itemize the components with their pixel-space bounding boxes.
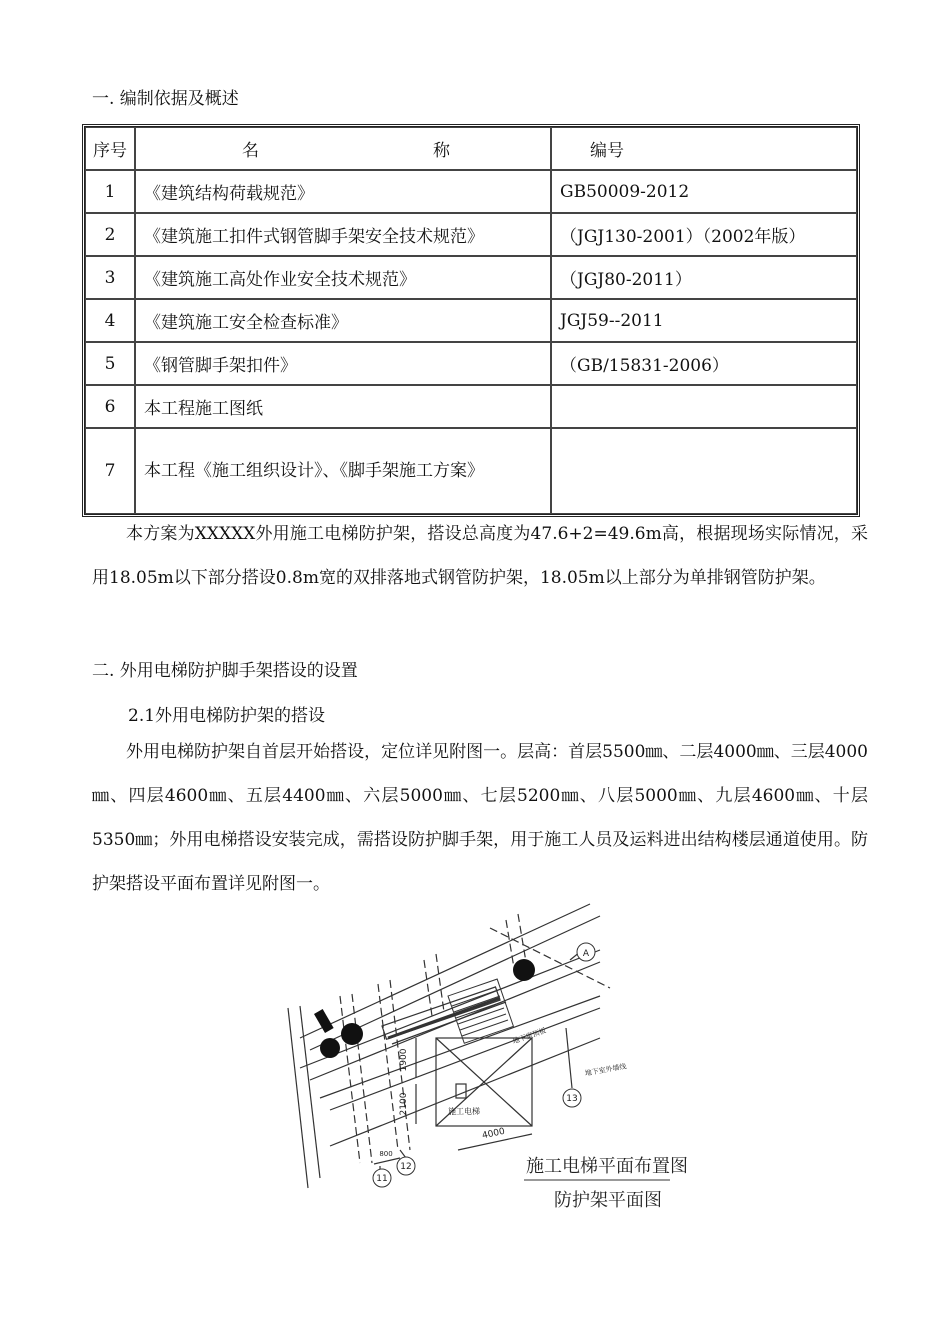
row-code: （GB/15831-2006） — [551, 342, 857, 385]
row-no: 3 — [85, 256, 135, 299]
row-code — [551, 385, 857, 428]
elevator-label: 施工电梯 — [448, 1107, 480, 1116]
table-row — [85, 385, 857, 428]
row-no: 7 — [85, 428, 135, 514]
row-name: 《建筑结构荷载规范》 — [135, 170, 551, 213]
axis-a-label: A — [582, 949, 590, 959]
dim-4000: 4000 — [481, 1126, 506, 1142]
axis-13-label: 13 — [566, 1094, 578, 1104]
row-code: GB50009-2012 — [551, 170, 857, 213]
figure-caption-1: 施工电梯平面布置图 — [526, 1156, 688, 1177]
header-name — [135, 127, 551, 170]
header-code: 编号 — [551, 127, 857, 170]
row-code: （JGJ130-2001）（2002年版） — [551, 213, 857, 256]
basement-roof-label: 地下室顶板 — [511, 1026, 548, 1046]
section-1-heading: 一. 编制依据及概述 — [92, 89, 239, 109]
row-no: 5 — [85, 342, 135, 385]
row-no: 1 — [85, 170, 135, 213]
table-row — [85, 213, 857, 256]
paragraph-overview: 本方案为XXXXX外用施工电梯防护架，搭设总高度为47.6+2=49.6m高，根据现场实际情况，采用18.05m以下部分搭设0.8m宽的双排落地式钢管防护架，18.05m以上部分为单排钢管防护架。 — [92, 524, 868, 588]
header-no: 序号 — [85, 127, 135, 170]
row-name: 《建筑施工安全检查标准》 — [135, 299, 551, 342]
row-name: 本工程施工图纸 — [135, 385, 551, 428]
dim-1900: 1900 — [399, 1048, 409, 1072]
row-name: 《建筑施工扣件式钢管脚手架安全技术规范》 — [135, 213, 551, 256]
row-name: 《建筑施工高处作业安全技术规范》 — [135, 256, 551, 299]
table-header-row — [85, 127, 857, 170]
table-row — [85, 428, 857, 514]
table-row — [85, 256, 857, 299]
dim-2100: 2100 — [399, 1092, 409, 1116]
row-no: 6 — [85, 385, 135, 428]
row-code: JGJ59--2011 — [551, 299, 857, 342]
figure-caption-2: 防护架平面图 — [554, 1190, 662, 1211]
row-no: 2 — [85, 213, 135, 256]
elevator-plan-drawing — [280, 888, 700, 1218]
row-name: 本工程《施工组织设计》、《脚手架施工方案》 — [135, 428, 551, 514]
reference-table — [82, 124, 860, 517]
axis-12-label: 12 — [400, 1162, 412, 1172]
table-row — [85, 342, 857, 385]
section-2-1-heading: 2.1外用电梯防护架的搭设 — [128, 706, 326, 726]
header-name-right: 称 — [433, 141, 450, 161]
table-row — [85, 299, 857, 342]
row-no: 4 — [85, 299, 135, 342]
section-2-heading: 二. 外用电梯防护脚手架搭设的设置 — [92, 661, 358, 681]
header-name-left: 名 — [242, 141, 259, 161]
table-row — [85, 170, 857, 213]
row-name: 《钢管脚手架扣件》 — [135, 342, 551, 385]
row-code — [551, 428, 857, 514]
axis-11-label: 11 — [376, 1174, 388, 1184]
basement-wall-label: 地下室外墙线 — [584, 1062, 628, 1078]
row-code: （JGJ80-2011） — [551, 256, 857, 299]
dim-800: 800 — [379, 1150, 393, 1158]
paragraph-setup: 外用电梯防护架自首层开始搭设，定位详见附图一。层高：首层5500㎜、二层4000㎜、三层4000㎜、四层4600㎜、五层4400㎜、六层5000㎜、七层5200㎜、八层5000㎜、九层4600㎜、十层5350㎜；外用电梯搭设安装完成，需搭设防护脚手架，用于施工人员及运料进出结构楼层通道使用。防护架搭设平面布置详见附图一。 — [92, 742, 868, 894]
